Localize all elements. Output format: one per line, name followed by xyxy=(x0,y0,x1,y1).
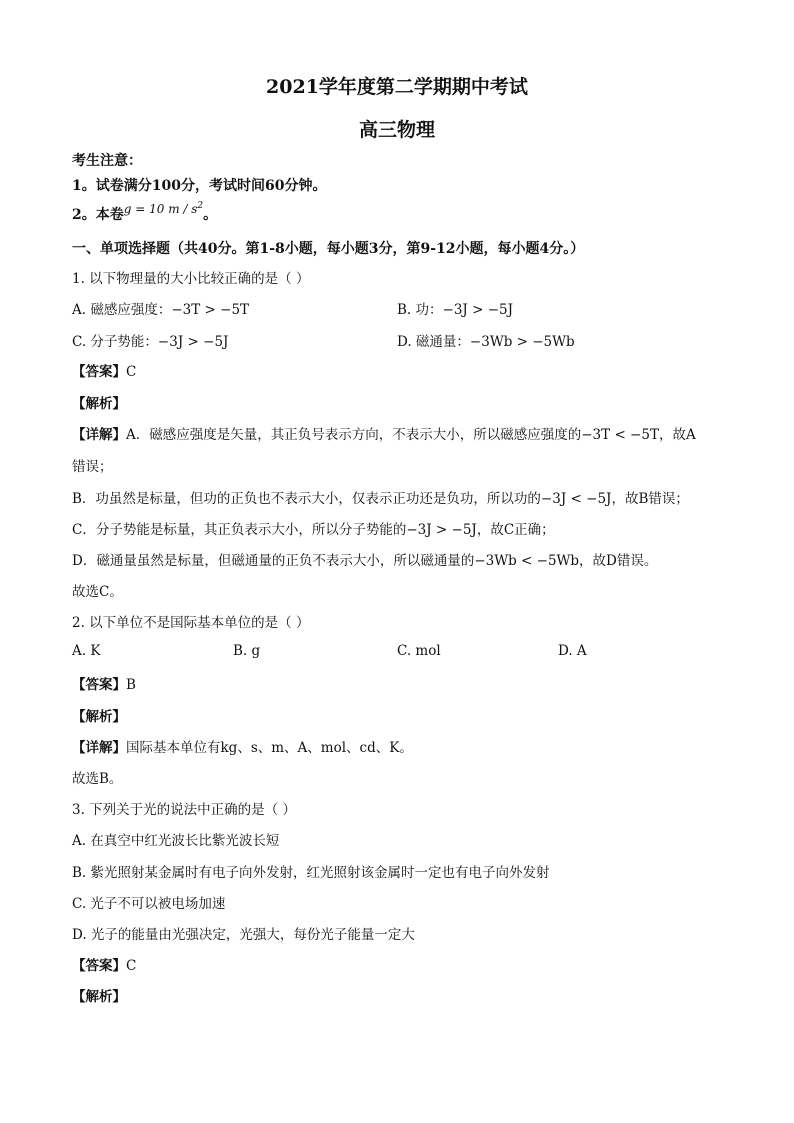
q1-detail-line-5: D．磁通量虽然是标量，但磁通量的正负不表示大小，所以磁通量的−3Wb < −5Wb，故D错误。 xyxy=(72,553,658,569)
q2-option-b: B. g xyxy=(233,643,261,659)
notice-item-2-suffix: 。 xyxy=(203,207,218,223)
q3-option-b: B. 紫光照射某金属时有电子向外发射，红光照射该金属时一定也有电子向外发射 xyxy=(72,865,550,881)
q1-conclusion: 故选C。 xyxy=(72,584,123,600)
q3-answer-value: C xyxy=(126,958,137,974)
notice-item-2-prefix: 2。本卷 xyxy=(72,207,124,223)
q1-detail-text-1: A．磁感应强度是矢量，其正负号表示方向，不表示大小，所以磁感应强度的−3T < −5T，故A xyxy=(126,427,696,443)
q3-option-a: A. 在真空中红光波长比紫光波长短 xyxy=(72,833,280,849)
q2-stem: 2. 以下单位不是国际基本单位的是（ ） xyxy=(72,615,310,631)
gravity-formula-exponent: 2 xyxy=(197,201,204,211)
q2-conclusion: 故选B。 xyxy=(72,771,123,787)
q1-option-d: D. 磁通量：−3Wb > −5Wb xyxy=(397,334,575,350)
q1-stem: 1. 以下物理量的大小比较正确的是（ ） xyxy=(72,271,310,287)
section-heading: 一、单项选择题（共40分。第1-8小题，每小题3分，第9-12小题，每小题4分。） xyxy=(72,241,585,257)
gravity-formula-text: g = 10 m / s xyxy=(123,202,198,216)
q1-analysis-tag: 【解析】 xyxy=(72,396,126,412)
q3-option-d: D. 光子的能量由光强决定，光强大，每份光子能量一定大 xyxy=(72,927,415,943)
q1-answer-value: C xyxy=(126,364,137,380)
q1-detail-line-2: 错误； xyxy=(72,459,113,475)
exam-subtitle: 高三物理 xyxy=(358,119,435,141)
q2-option-a: A. K xyxy=(72,643,101,659)
q2-detail-line-1 xyxy=(72,736,413,756)
q1-answer-tag: 【答案】 xyxy=(72,364,126,380)
q3-option-c: C. 光子不可以被电场加速 xyxy=(72,896,226,912)
q2-answer xyxy=(72,673,136,693)
gravity-formula xyxy=(124,202,203,216)
q2-detail-tag: 【详解】 xyxy=(72,740,126,756)
q1-detail-line-4: C．分子势能是标量，其正负表示大小，所以分子势能的−3J > −5J，故C正确； xyxy=(72,522,555,538)
q2-option-c: C. mol xyxy=(397,643,441,659)
notice-item-1: 1。试卷满分100分，考试时间60分钟。 xyxy=(72,178,327,194)
q2-answer-value: B xyxy=(126,677,136,693)
notice-heading: 考生注意： xyxy=(72,153,142,169)
q2-answer-tag: 【答案】 xyxy=(72,677,126,693)
q2-detail-text-1: 国际基本单位有kg、s、m、A、mol、cd、K。 xyxy=(126,740,413,756)
q1-option-b: B. 功：−3J > −5J xyxy=(397,302,514,318)
q2-analysis-tag: 【解析】 xyxy=(72,709,126,725)
q2-option-d: D. A xyxy=(558,643,587,659)
q3-analysis-tag: 【解析】 xyxy=(72,989,126,1005)
q3-stem: 3. 下列关于光的说法中正确的是（ ） xyxy=(72,802,296,818)
q1-option-a: A. 磁感应强度：−3T > −5T xyxy=(72,302,250,318)
q1-detail-tag: 【详解】 xyxy=(72,427,126,443)
q3-answer-tag: 【答案】 xyxy=(72,958,126,974)
q3-answer xyxy=(72,954,136,974)
notice-item-2 xyxy=(72,201,218,224)
q1-detail-line-1 xyxy=(72,423,696,443)
q1-detail-line-3: B．功虽然是标量，但功的正负也不表示大小，仅表示正功还是负功，所以功的−3J < −5J，故B错误； xyxy=(72,491,689,507)
exam-title: 2021学年度第二学期期中考试 xyxy=(266,76,528,98)
q1-answer xyxy=(72,360,136,380)
q1-option-c: C. 分子势能：−3J > −5J xyxy=(72,334,229,350)
